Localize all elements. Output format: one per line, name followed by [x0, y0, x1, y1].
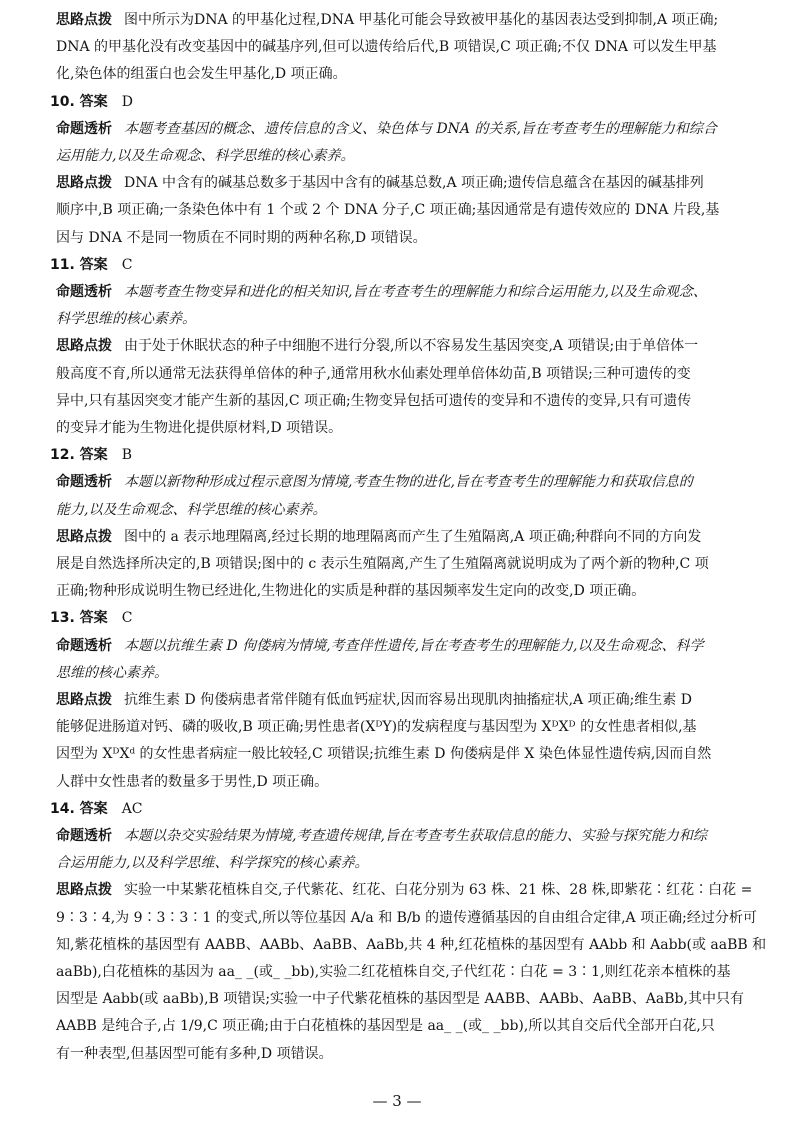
section-label: 命题透析 — [56, 828, 112, 844]
line-text: 本题以新物种形成过程示意图为情境,考查生物的进化,旨在考查考生的理解能力和获取信息的 — [124, 474, 693, 491]
proposition-analysis-line — [56, 500, 326, 520]
line-text: 本题考查生物变异和进化的相关知识,旨在考查考生的理解能力和综合运用能力,以及生命观念、 — [124, 284, 707, 300]
solution-hint-line — [56, 1044, 333, 1064]
answer-value: AC — [121, 800, 143, 817]
solution-hint-line — [56, 173, 704, 193]
line-text: 有一种表型,但基因型可能有多种,D 项错误。 — [56, 1045, 333, 1062]
solution-hint-line — [56, 962, 731, 982]
section-label: 思路点拨 — [56, 882, 112, 899]
answer-heading — [50, 445, 132, 465]
line-text: 运用能力,以及生命观念、科学思维的核心素养。 — [56, 148, 355, 164]
answer-label: 答案 — [74, 800, 108, 817]
line-text: 化,染色体的组蛋白也会发生甲基化,D 项正确。 — [56, 66, 347, 83]
proposition-analysis-line — [56, 119, 717, 139]
line-text: 科学思维的核心素养。 — [56, 311, 196, 328]
line-text: AABB 是纯合子,占 1/9,C 项正确;由于白花植株的基因型是 aa_ _(或_ _bb),所以其自交后代全部开白花,只 — [56, 1018, 715, 1035]
proposition-analysis-line — [56, 663, 168, 683]
solution-hint-line — [56, 880, 752, 900]
line-text: 异中,只有基因突变才能产生新的基因,C 项正确;生物变异包括可遗传的变异和不遗传的变异,只有可遗传 — [56, 392, 692, 409]
solution-hint-line — [56, 772, 328, 792]
answer-value: B — [121, 447, 132, 464]
solution-hint-line — [56, 336, 698, 356]
line-text: 的变异才能为生物进化提供原材料,D 项错误。 — [56, 420, 343, 436]
solution-hint-line — [56, 717, 697, 737]
solution-hint-line — [56, 554, 709, 574]
section-label: 命题透析 — [56, 284, 112, 300]
answer-label: 答案 — [74, 447, 108, 464]
section-label: 思路点拨 — [56, 338, 112, 355]
solution-hint-line — [56, 527, 701, 547]
line-text: 图中所示为DNA 的甲基化过程,DNA 甲基化可能会导致被甲基化的基因表达受到抑制,A 项正确; — [124, 12, 719, 28]
line-text: 本题以抗维生素 D 佝偻病为情境,考查伴性遗传,旨在考查考生的理解能力,以及生命观念、科学 — [124, 637, 704, 654]
question-number: 12. — [50, 447, 75, 464]
solution-hint-line — [56, 64, 347, 84]
line-text: 顺序中,B 项正确;一条染色体中有 1 个或 2 个 DNA 分子,C 项正确;基因通常是有遗传效应的 DNA 片段,基 — [56, 202, 720, 219]
section-label: 命题透析 — [56, 474, 112, 491]
proposition-analysis-line — [56, 282, 707, 302]
solution-hint-line — [56, 989, 744, 1009]
solution-hint-line — [56, 391, 691, 411]
line-text: 图中的 a 表示地理隔离,经过长期的地理隔离而产生了生殖隔离,A 项正确;种群向不同的方向发 — [124, 528, 702, 545]
line-text: 由于处于休眠状态的种子中细胞不进行分裂,所以不容易发生基因突变,A 项错误;由于单倍体一 — [124, 338, 699, 355]
solution-hint-line — [56, 690, 692, 710]
line-text: 合运用能力,以及科学思维、科学探究的核心素养。 — [56, 855, 369, 872]
proposition-analysis-line — [56, 309, 196, 329]
proposition-analysis-line — [56, 826, 707, 846]
line-text: 因与 DNA 不是同一物质在不同时期的两种名称,D 项错误。 — [56, 229, 427, 246]
answer-label: 答案 — [74, 610, 108, 627]
section-label: 思路点拨 — [56, 528, 112, 545]
section-label: 思路点拨 — [56, 692, 112, 708]
question-number: 14. — [50, 800, 75, 817]
solution-hint-line — [56, 935, 766, 955]
solution-hint-line — [56, 581, 645, 601]
answer-value: D — [121, 93, 133, 110]
section-label: 命题透析 — [56, 120, 112, 137]
line-text: 展是自然选择所决定的,B 项错误;图中的 c 表示生殖隔离,产生了生殖隔离就说明成为了两个新的物种,C 项 — [56, 556, 709, 572]
answer-label: 答案 — [74, 93, 108, 110]
solution-hint-line — [56, 37, 717, 57]
line-text: 思维的核心素养。 — [56, 664, 168, 681]
line-text: 9∶3∶4,为 9∶3∶3∶1 的变式,所以等位基因 A/a 和 B/b 的遗传遵循基因的自由组合定律,A 项正确;经过分析可 — [56, 909, 757, 926]
line-text: 本题考查基因的概念、遗传信息的含义、染色体与 DNA 的关系,旨在考查考生的理解能力和综合 — [124, 120, 717, 137]
line-text: 正确;物种形成说明生物已经进化,生物进化的实质是种群的基因频率发生定向的改变,D 项正确。 — [56, 583, 646, 600]
line-text: 能够促进肠道对钙、磷的吸收,B 项正确;男性患者(XᴰY)的发病程度与基因型为 XᴰXᴰ 的女性患者相似,基 — [56, 719, 697, 736]
line-text: 能力,以及生命观念、科学思维的核心素养。 — [56, 501, 327, 518]
question-number: 10. — [50, 93, 75, 110]
solution-hint-line — [56, 228, 427, 248]
line-text: aaBb),白花植株的基因为 aa_ _(或_ _bb),实验二红花植株自交,子代红花∶白花 = 3∶1,则红花亲本植株的基 — [56, 964, 731, 980]
section-label: 命题透析 — [56, 637, 112, 654]
answer-value: C — [121, 610, 133, 627]
line-text: DNA 的甲基化没有改变基因中的碱基序列,但可以遗传给后代,B 项错误,C 项正确;不仅 DNA 可以发生甲基 — [56, 39, 717, 56]
proposition-analysis-line — [56, 853, 368, 873]
answer-heading — [50, 608, 132, 628]
answer-heading — [50, 255, 132, 275]
answer-value: C — [121, 256, 133, 273]
line-text: 抗维生素 D 佝偻病患者常伴随有低血钙症状,因而容易出现肌肉抽搐症状,A 项正确;维生素 D — [124, 692, 692, 708]
line-text: DNA 中含有的碱基总数多于基因中含有的碱基总数,A 项正确;遗传信息蕴含在基因的碱基排列 — [124, 175, 704, 192]
answer-label: 答案 — [74, 256, 108, 273]
question-number: 13. — [50, 610, 75, 627]
line-text: 本题以杂交实验结果为情境,考查遗传规律,旨在考查考生获取信息的能力、实验与探究能力和综 — [124, 828, 707, 844]
line-text: 因型为 XᴰXᵈ 的女性患者病症一般比较轻,C 项错误;抗维生素 D 佝偻病是伴 X 染色体显性遗传病,因而自然 — [56, 746, 712, 763]
proposition-analysis-line — [56, 146, 354, 166]
proposition-analysis-line — [56, 636, 703, 656]
solution-hint-line — [56, 744, 711, 764]
line-text: 知,紫花植株的基因型有 AABB、AABb、AaBB、AaBb,共 4 种,红花植株的基因型有 AAbb 和 Aabb(或 aaBB 和 — [56, 936, 767, 953]
answer-heading — [50, 92, 133, 112]
line-text: 般高度不育,所以通常无法获得单倍体的种子,通常用秋水仙素处理单倍体幼苗,B 项错误;三种可遗传的变 — [56, 365, 691, 382]
answer-heading — [50, 799, 143, 819]
solution-hint-line — [56, 418, 342, 438]
section-label: 思路点拨 — [56, 12, 112, 28]
section-label: 思路点拨 — [56, 175, 112, 192]
line-text: 实验一中某紫花植株自交,子代紫花、红花、白花分别为 63 株、21 株、28 株,即紫花∶红花∶白花 = — [124, 882, 753, 899]
solution-hint-line — [56, 200, 719, 220]
solution-hint-line — [56, 364, 691, 384]
solution-hint-line — [56, 1016, 715, 1036]
proposition-analysis-line — [56, 472, 693, 492]
solution-hint-line — [56, 10, 718, 30]
solution-hint-line — [56, 908, 757, 928]
page-number: — 3 — — [372, 1092, 422, 1110]
line-text: 人群中女性患者的数量多于男性,D 项正确。 — [56, 773, 329, 790]
line-text: 因型是 Aabb(或 aaBb),B 项错误;实验一中子代紫花植株的基因型是 AABB、AABb、AaBB、AaBb,其中只有 — [56, 991, 744, 1008]
question-number: 11. — [50, 256, 75, 273]
